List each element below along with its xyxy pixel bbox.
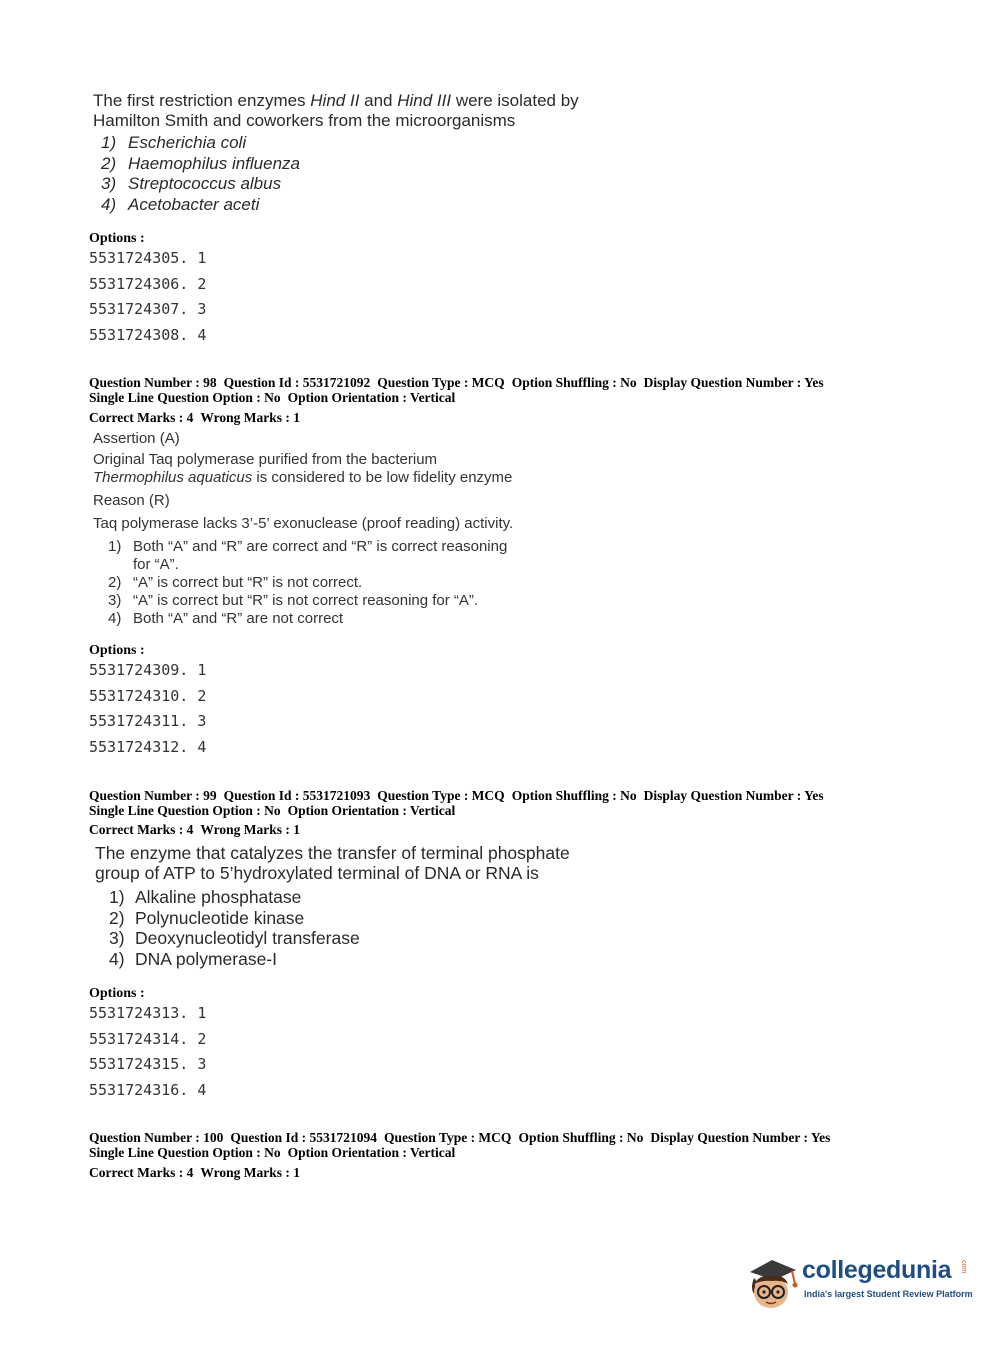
q97-choices <box>101 133 300 215</box>
option-id: 5531724306. 2 <box>89 274 207 293</box>
option-id: 5531724316. 4 <box>89 1080 207 1099</box>
q98-marks: Correct Marks : 4 Wrong Marks : 1 <box>89 410 300 425</box>
option-id: 5531724314. 2 <box>89 1029 207 1048</box>
option-id: 5531724305. 1 <box>89 249 207 267</box>
option-id: 5531724312. 4 <box>89 737 207 756</box>
q99-meta: Question Number : 99 Question Id : 5531721093 Question Type : MCQ Option Shuffling : No Display Question Number : Yes Single Line Question Option : No Option Orientation : Vertical <box>89 788 824 818</box>
mascot-icon <box>742 1250 802 1312</box>
choice-item: 1) Escherichia coli <box>101 133 247 152</box>
choice-item: 4) Acetobacter aceti <box>101 194 260 214</box>
q100-meta: Question Number : 100 Question Id : 5531721094 Question Type : MCQ Option Shuffling : No Display Question Number : Yes Single Line Question Option : No Option Orientation : Vertical <box>89 1130 831 1160</box>
q99-marks: Correct Marks : 4 Wrong Marks : 1 <box>89 822 300 837</box>
choice-item: 3) “A” is correct but “R” is not correct reasoning for “A”. <box>108 592 479 609</box>
q98-stem: Assertion (A) Original Taq polymerase purified from the bacterium Thermophilus aquaticus is considered to be low fidelity enzyme Reason (R) Taq polymerase lacks 3’-5’ exonuclease (proof reading) activity. <box>93 430 514 532</box>
logo-com: .com <box>960 1258 967 1274</box>
logo-wordmark: collegedunia <box>802 1256 952 1284</box>
choice-item: 3) Streptococcus albus <box>101 174 282 193</box>
choice-item: 2) Polynucleotide kinase <box>109 907 305 928</box>
option-id: 5531724309. 1 <box>89 661 207 679</box>
q99-stem: The enzyme that catalyzes the transfer of terminal phosphate group of ATP to 5’hydroxylated terminal of DNA or RNA is <box>95 843 570 883</box>
option-id-list <box>89 658 206 760</box>
choice-item: 4) Both “A” and “R” are not correct <box>108 610 344 627</box>
options-label: Options : <box>89 643 145 658</box>
choice-item: 2) Haemophilus influenza <box>101 153 300 173</box>
choice-item: 2) “A” is correct but “R” is not correct. <box>108 574 363 591</box>
options-label: Options : <box>89 986 145 1001</box>
option-id: 5531724307. 3 <box>89 300 207 318</box>
logo-tagline: India's largest Student Review Platform <box>804 1289 973 1299</box>
choice-item: 3) Deoxynucleotidyl transferase <box>109 928 360 948</box>
option-id: 5531724308. 4 <box>89 325 207 344</box>
choice-item: 4) DNA polymerase-I <box>109 948 277 969</box>
choice-item: 1) Both “A” and “R” are correct and “R” is correct reasoning <box>108 538 508 555</box>
q97-stem: The first restriction enzymes Hind II and Hind III were isolated by Hamilton Smith and coworkers from the microorganisms <box>93 91 579 130</box>
q100-marks: Correct Marks : 4 Wrong Marks : 1 <box>89 1165 300 1180</box>
q98-meta: Question Number : 98 Question Id : 5531721092 Question Type : MCQ Option Shuffling : No Display Question Number : Yes Single Line Question Option : No Option Orientation : Vertical <box>89 375 824 405</box>
q98-choices: 1) Both “A” and “R” are correct and “R” is correct reasoning for “A”. 2) “A” is correct but “R” is not correct. 3) “A” is correct but “R” is not correct reasoning for “A”. 4) Both “A” and “R” are not correct <box>108 538 508 627</box>
option-id: 5531724310. 2 <box>89 686 207 705</box>
options-label: Options : <box>89 231 145 246</box>
option-id: 5531724313. 1 <box>89 1004 207 1022</box>
q99-choices <box>109 887 360 969</box>
choice-item: 1) Alkaline phosphatase <box>109 887 302 907</box>
collegedunia-logo <box>742 1250 974 1312</box>
option-id: 5531724315. 3 <box>89 1055 207 1073</box>
option-id: 5531724311. 3 <box>89 712 207 730</box>
option-id-list <box>89 246 206 348</box>
option-id-list <box>89 1001 206 1103</box>
